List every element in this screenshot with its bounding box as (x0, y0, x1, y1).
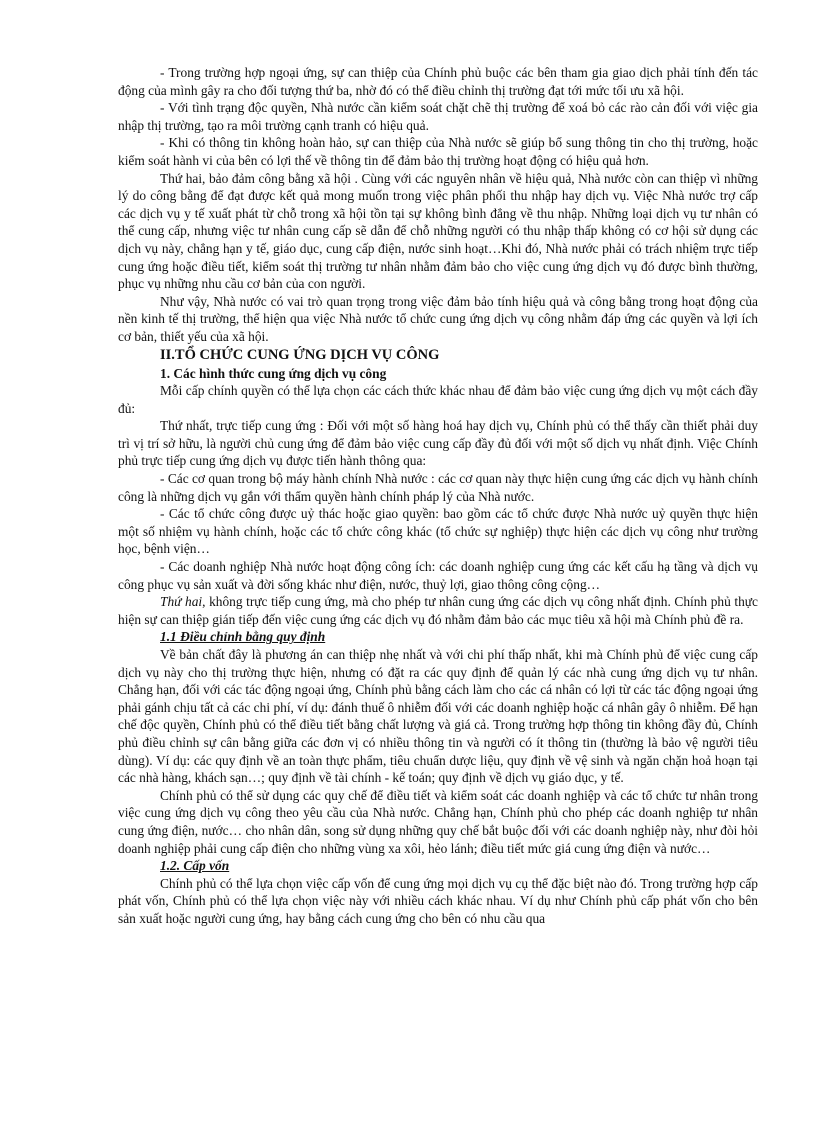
document-page (118, 64, 758, 928)
paragraph: Thứ hai, bảo đảm công bằng xã hội . Cùng với các nguyên nhân về hiệu quả, Nhà nước còn can thiệp vì những lý do công bằng để đạt được kết quả mong muốn trong việc phân phối thu nhập hay dịch vụ. Việc Nhà nước trợ cấp các dịch vụ y tế xuất phát từ chỗ trong xã hội tồn tại sự không bình đẳng về thu nhập. Những loại dịch vụ tư nhân có thể cung cấp, nhưng việc tư nhân cung cấp sẽ dẫn để chỗ những người có thu nhập thấp không có cơ hội sử dụng các dịch vụ này, chẳng hạn y tế, giáo dục, cung cấp điện, nước sinh hoạt…Khi đó, Nhà nước phải có trách nhiệm trực tiếp cung ứng hoặc điều tiết, kiểm soát thị trường tư nhân nhằm đảm bảo cho việc cung ứng dịch vụ đó được bình thường, phục vụ những nhu cầu cơ bản của con người. (118, 170, 758, 292)
paragraph: - Khi có thông tin không hoàn hảo, sự can thiệp của Nhà nước sẽ giúp bổ sung thông tin cho thị trường, hoặc kiểm soát hành vi của bên có lợi thế về thông tin để đảm bảo thị trường hoạt động có hiệu quả hơn. (118, 135, 758, 168)
paragraph: - Các doanh nghiệp Nhà nước hoạt động công ích: các doanh nghiệp cung ứng các kết cấu hạ tầng và dịch vụ công phục vụ sản xuất và đời sống khác như điện, nước, thuỷ lợi, giao thông công cộng… (118, 559, 758, 592)
paragraph: - Với tình trạng độc quyền, Nhà nước cần kiểm soát chặt chẽ thị trường để xoá bỏ các rào cản đối với việc gia nhập thị trường, tạo ra môi trường cạnh tranh có hiệu quả. (118, 100, 758, 133)
paragraph: Chính phủ có thể sử dụng các quy chế để điều tiết và kiểm soát các doanh nghiệp và các tổ chức tư nhân trong việc cung ứng dịch vụ công theo yêu cầu của Nhà nước. Chẳng hạn, Chính phủ cho phép các doanh nghiệp tư nhân cung ứng điện, nước… cho nhân dân, song sử dụng những quy chế bắt buộc đối với các doanh nghiệp này, như đòi hỏi doanh nghiệp phải cung cấp điện cho những vùng xa xôi, hẻo lánh; điều tiết mức giá cung ứng điện và nước… (118, 787, 758, 856)
paragraph-lead: Thứ hai (160, 594, 203, 610)
section-heading: II.TỔ CHỨC CUNG ỨNG DỊCH VỤ CÔNG (160, 346, 440, 363)
paragraph: Chính phủ có thể lựa chọn việc cấp vốn để cung ứng mọi dịch vụ cụ thể đặc biệt nào đó. Trong trường hợp cấp phát vốn, Chính phủ có thể lựa chọn việc này với nhiều cách khác nhau. Ví dụ như Chính phủ cấp phát vốn cho bên sản xuất hoặc người cung ứng, hay bằng cách cung ứng cho bên có nhu cầu qua (118, 875, 758, 926)
paragraph-body: , không trực tiếp cung ứng, mà cho phép tư nhân cung ứng các dịch vụ công nhất định. Chính phủ thực hiện sự can thiệp gián tiếp đến việc cung ứng các dịch vụ đó nhằm đảm bảo các mục tiêu xã hội mà Chính phủ đề ra. (118, 594, 758, 627)
paragraph: - Các cơ quan trong bộ máy hành chính Nhà nước : các cơ quan này thực hiện cung ứng các dịch vụ hành chính công là những dịch vụ gắn với thẩm quyền hành chính pháp lý của Nhà nước. (118, 471, 758, 504)
subsection-heading: 1.1 Điều chỉnh bằng quy định (160, 629, 326, 645)
paragraph: Như vậy, Nhà nước có vai trò quan trọng trong việc đảm bảo tính hiệu quả và công bằng trong hoạt động của nền kinh tế thị trường, thể hiện qua việc Nhà nước tổ chức cung ứng dịch vụ công nhằm đáp ứng các quyền và lợi ích cơ bản, thiết yếu của xã hội. (118, 293, 758, 344)
paragraph: - Các tổ chức công được uỷ thác hoặc giao quyền: bao gồm các tổ chức được Nhà nước uỷ quyền thực hiện một số nhiệm vụ hành chính, hoặc các tổ chức công khác (tổ chức sự nghiệp) thực hiện các dịch vụ công như trường học, bệnh viện… (118, 506, 758, 557)
subsection-heading: 1. Các hình thức cung ứng dịch vụ công (160, 365, 387, 381)
paragraph: Thứ nhất, trực tiếp cung ứng : Đối với một số hàng hoá hay dịch vụ, Chính phủ có thể thấy cần thiết phải duy trì vị trí sở hữu, là người chủ cung ứng để đảm bảo việc cung cấp đầy đủ đối với một số dịch vụ nhất định. Việc Chính phủ trực tiếp cung ứng dịch vụ được tiến hành thông qua: (118, 418, 758, 469)
paragraph (118, 593, 758, 628)
paragraph: Về bản chất đây là phương án can thiệp nhẹ nhất và với chi phí thấp nhất, khi mà Chính phủ để việc cung cấp dịch vụ này cho thị trường thực hiện, nhưng có đặt ra các quy định để quản lý các nhà cung ứng dịch vụ tư nhân. Chẳng hạn, đối với các tác động ngoại ứng, Chính phủ bằng cách làm cho các cá nhân có lợi từ các tác động ngoại ứng phải gánh chịu tất cả các chi phí, ví dụ: đánh thuế ô nhiễm đối với các doanh nghiệp hoặc cá nhân gây ô nhiễm. Để hạn chế độc quyền, Chính phủ có thể điều tiết bằng chất lượng và giá cả. Trong trường hợp thông tin không đầy đủ, Chính phủ điều chỉnh sự cân bằng giữa các đơn vị có nhiều thông tin và người có ít thông tin (thường là bảo vệ người tiêu dùng). Ví dụ: các quy định về an toàn thực phẩm, tiêu chuẩn dược liệu, quy định về vệ sinh và ngăn chặn hoả hoạn tại các nhà hàng, khách sạn…; quy định về tài chính - kế toán; quy định về dịch vụ giáo dục, y tế. (118, 647, 758, 786)
subsection-heading: 1.2. Cấp vốn (160, 858, 230, 874)
paragraph: Mỗi cấp chính quyền có thể lựa chọn các cách thức khác nhau để đảm bảo việc cung ứng dịch vụ một cách đầy đủ: (118, 383, 758, 416)
paragraph: - Trong trường hợp ngoại ứng, sự can thiệp của Chính phủ buộc các bên tham gia giao dịch phải tính đến tác động của mình gây ra cho đối tượng thứ ba, nhờ đó có thể điều chỉnh thị trường đạt tới mức tối ưu xã hội. (118, 65, 758, 98)
